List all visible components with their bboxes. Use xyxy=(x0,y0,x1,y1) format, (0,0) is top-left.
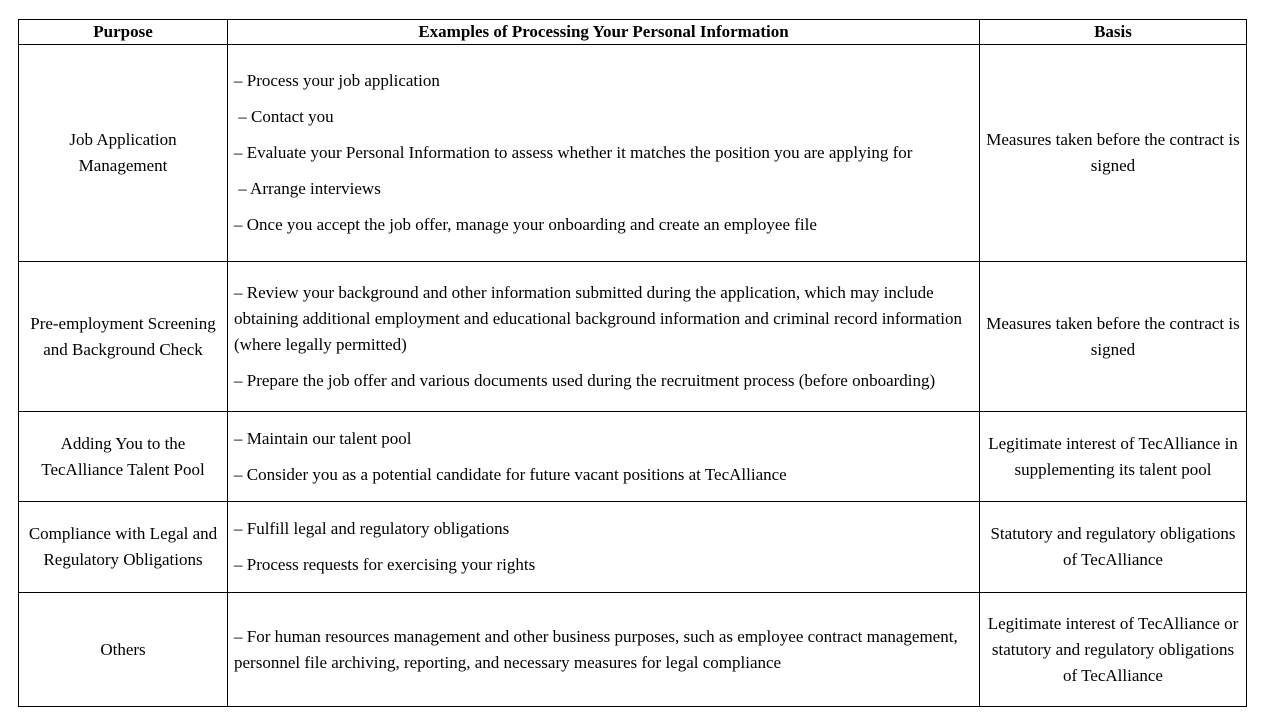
examples-cell xyxy=(228,45,980,262)
example-item: – Fulfill legal and regulatory obligations xyxy=(234,519,510,538)
table-row xyxy=(19,502,1247,593)
examples-cell xyxy=(228,502,980,593)
header-basis: Basis xyxy=(980,20,1247,45)
table-body xyxy=(19,45,1247,707)
example-item: – Evaluate your Personal Information to assess whether it matches the position you are applying for xyxy=(234,143,913,162)
example-item: – Prepare the job offer and various documents used during the recruitment process (before onboarding) xyxy=(234,370,936,390)
example-item: – Review your background and other information submitted during the application, which may include obtaining additional employment and educational background information and criminal record information (where legally permitted) xyxy=(234,282,962,354)
table-header xyxy=(19,20,1247,45)
examples-cell xyxy=(228,412,980,502)
example-item: – Consider you as a potential candidate for future vacant positions at TecAlliance xyxy=(234,464,787,484)
purpose-cell: Adding You to the TecAlliance Talent Pool xyxy=(19,412,228,502)
basis-cell: Measures taken before the contract is signed xyxy=(980,45,1247,262)
examples-cell xyxy=(228,593,980,707)
table-row xyxy=(19,45,1247,262)
example-item: – Maintain our talent pool xyxy=(234,428,412,448)
table-row xyxy=(19,412,1247,502)
example-item: – Process your job application xyxy=(234,71,440,90)
table-row xyxy=(19,262,1247,412)
basis-cell: Legitimate interest of TecAlliance in supplementing its talent pool xyxy=(980,412,1247,502)
purpose-cell: Others xyxy=(19,593,228,707)
header-examples: Examples of Processing Your Personal Information xyxy=(228,20,980,45)
personal-information-table xyxy=(18,19,1247,707)
examples-cell xyxy=(228,262,980,412)
basis-cell: Legitimate interest of TecAlliance or statutory and regulatory obligations of TecAlliance xyxy=(980,593,1247,707)
purpose-cell: Compliance with Legal and Regulatory Obligations xyxy=(19,502,228,593)
basis-cell: Measures taken before the contract is signed xyxy=(980,262,1247,412)
header-row xyxy=(19,20,1247,45)
table-row xyxy=(19,593,1247,707)
example-item: – Contact you xyxy=(234,107,334,126)
header-purpose: Purpose xyxy=(19,20,228,45)
purpose-cell: Job Application Management xyxy=(19,45,228,262)
example-item: – Once you accept the job offer, manage your onboarding and create an employee file xyxy=(234,215,817,234)
example-item: – Process requests for exercising your rights xyxy=(234,555,536,574)
example-item: – For human resources management and other business purposes, such as employee contract management, personnel file archiving, reporting, and necessary measures for legal compliance xyxy=(234,626,958,672)
purpose-cell: Pre-employment Screening and Background Check xyxy=(19,262,228,412)
basis-cell: Statutory and regulatory obligations of TecAlliance xyxy=(980,502,1247,593)
example-item: – Arrange interviews xyxy=(234,179,381,198)
